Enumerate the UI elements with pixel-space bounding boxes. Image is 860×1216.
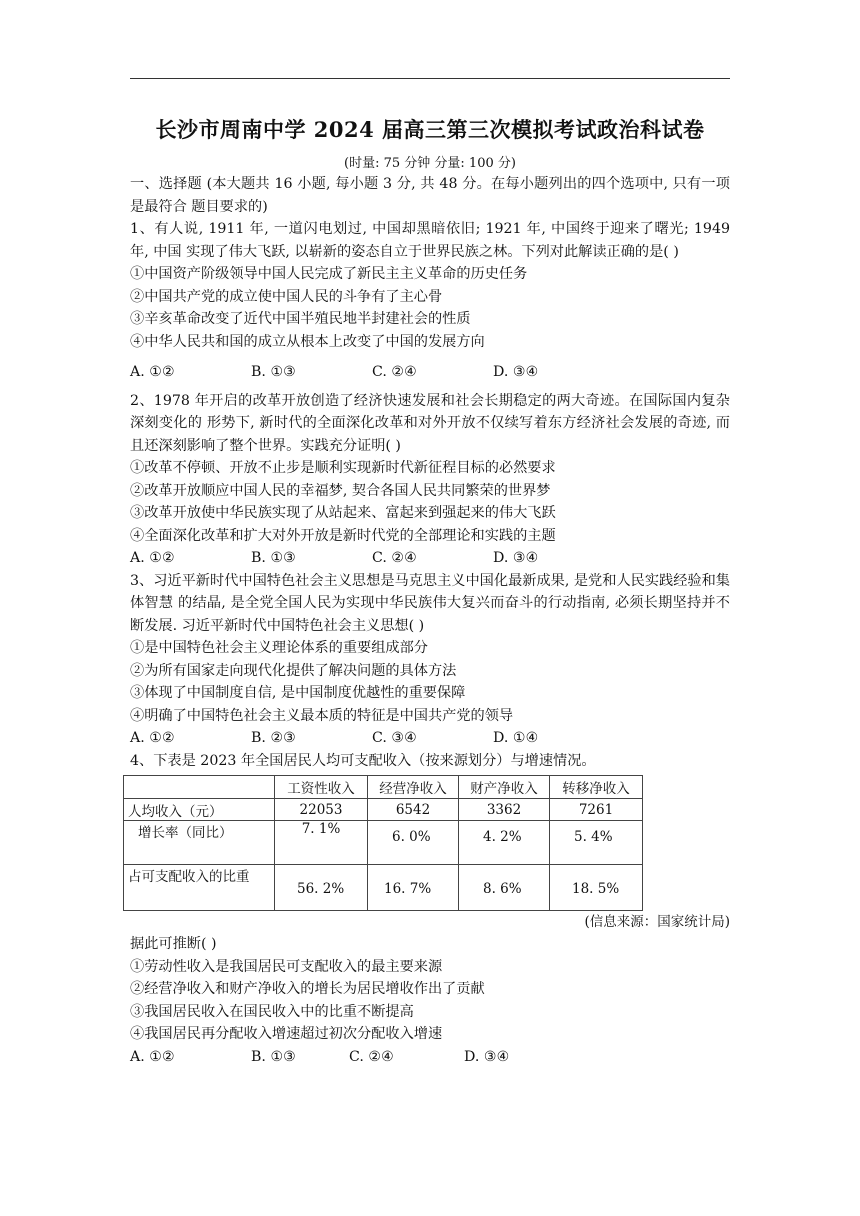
question-1 <box>130 218 730 384</box>
question-4-item-3: ③我国居民收入在国民收入中的比重不断提高 <box>130 1003 414 1020</box>
choice-b[interactable]: B. ①③ <box>251 550 296 566</box>
choice-d[interactable]: D. ①④ <box>493 730 539 746</box>
table-header-row <box>124 776 643 799</box>
question-1-stem: 1、有人说, 1911 年, 一道闪电划过, 中国却黑暗依旧; 1921 年, 中国终于迎来了曙光; 1949 年, 中国 实现了伟大飞跃, 以崭新的姿态自立于世界民族之林。下列对此解读正确的是( ) <box>130 221 730 260</box>
question-3 <box>130 570 730 750</box>
question-2-item-3: ③改革开放使中华民族实现了从站起来、富起来到强起来的伟大飞跃 <box>130 505 556 521</box>
exam-title: 长沙市周南中学 2024 届高三第三次模拟考试政治科试卷 <box>155 117 705 142</box>
table-cell: 6542 <box>368 799 459 821</box>
table-cell: 7261 <box>550 799 643 821</box>
income-table <box>123 775 643 911</box>
question-4-item-4: ④我国居民再分配收入增速超过初次分配收入增速 <box>130 1026 443 1042</box>
table-cell: 22053 <box>275 799 368 821</box>
question-4-item-2: ②经营净收入和财产净收入的增长为居民增收作出了贡献 <box>130 981 485 997</box>
choice-b[interactable]: B. ①③ <box>251 364 296 380</box>
choice-c[interactable]: C. ②④ <box>372 364 417 380</box>
table-cell: 7. 1% <box>275 821 368 865</box>
table-cell: 5. 4% <box>550 821 643 865</box>
choice-a[interactable]: A. ①② <box>130 364 175 380</box>
question-1-choices <box>130 361 730 384</box>
question-3-item-3: ③体现了中国制度自信, 是中国制度优越性的重要保障 <box>130 685 466 701</box>
table-header-cell: 财产净收入 <box>459 776 550 799</box>
choice-d[interactable]: D. ③④ <box>493 364 539 380</box>
table-cell: 4. 2% <box>459 821 550 865</box>
section-instructions: 一、选择题 (本大题共 16 小题, 每小题 3 分, 共 48 分。在每小题列出的四个选项中, 只有一项是最符合 题目要求的) <box>130 176 730 215</box>
question-1-item-4: ④中华人民共和国的成立从根本上改变了中国的发展方向 <box>130 333 485 350</box>
choice-a[interactable]: A. ①② <box>130 1048 175 1065</box>
table-cell: 3362 <box>459 799 550 821</box>
table-row <box>124 865 643 911</box>
table-header-cell: 转移净收入 <box>550 776 643 799</box>
question-3-item-1: ①是中国特色社会主义理论体系的重要组成部分 <box>130 640 428 656</box>
table-source: (信息来源：国家统计局) <box>584 914 730 930</box>
choice-a[interactable]: A. ①② <box>130 550 175 566</box>
table-cell: 18. 5% <box>550 865 643 911</box>
question-4-lead: 据此可推断( ) <box>130 936 217 952</box>
question-2-item-2: ②改革开放顺应中国人民的幸福梦, 契合各国人民共同繁荣的世界梦 <box>130 482 551 499</box>
choice-a[interactable]: A. ①② <box>130 730 175 746</box>
choice-d[interactable]: D. ③④ <box>493 550 539 566</box>
table-header-cell: 经营净收入 <box>368 776 459 799</box>
question-2-item-4: ④全面深化改革和扩大对外开放是新时代党的全部理论和实践的主题 <box>130 527 556 544</box>
question-1-item-2: ②中国共产党的成立使中国人民的斗争有了主心骨 <box>130 288 443 305</box>
exam-body <box>130 173 730 1068</box>
table-cell: 8. 6% <box>459 865 550 911</box>
question-2-stem: 2、1978 年开启的改革开放创造了经济快速发展和社会长期稳定的两大奇迹。在国际国内复杂深刻变化的 形势下, 新时代的全面深化改革和对外开放不仅续写着东方经济社会发展的奇迹, 而且还深刻影响了整个世界。实践充分证明( ) <box>130 392 730 454</box>
question-4-choices <box>130 1046 730 1069</box>
choice-c[interactable]: C. ②④ <box>349 1048 394 1065</box>
question-3-item-4: ④明确了中国特色社会主义最本质的特征是中国共产党的领导 <box>130 707 514 724</box>
question-4-item-1: ①劳动性收入是我国居民可支配收入的最主要来源 <box>130 958 443 975</box>
question-2-choices <box>130 547 730 570</box>
question-3-stem: 3、习近平新时代中国特色社会主义思想是马克思主义中国化最新成果, 是党和人民实践经验和集体智慧 的结晶, 是全党全国人民为实现中华民族伟大复兴而奋斗的行动指南, 必须长期坚持并不断发展. 习近平新时代中国特色社会主义思想( ) <box>130 572 730 634</box>
exam-subtitle: (时量: 75 分钟 分量: 100 分) <box>344 156 516 171</box>
table-header-cell: 工资性收入 <box>275 776 368 799</box>
table-cell: 56. 2% <box>275 865 368 911</box>
question-4-stem: 4、下表是 2023 年全国居民人均可支配收入（按来源划分）与增速情况。 <box>130 752 596 769</box>
row-label: 人均收入（元） <box>124 799 275 821</box>
table-cell: 16. 7% <box>368 865 459 911</box>
question-2 <box>130 390 730 570</box>
question-1-item-1: ①中国资产阶级领导中国人民完成了新民主主义革命的历史任务 <box>130 266 528 282</box>
choice-c[interactable]: C. ③④ <box>372 730 417 746</box>
choice-b[interactable]: B. ①③ <box>251 1048 296 1065</box>
question-4 <box>130 750 730 1069</box>
choice-b[interactable]: B. ②③ <box>251 730 296 746</box>
header-rule <box>130 78 730 79</box>
choice-d[interactable]: D. ③④ <box>464 1048 510 1065</box>
row-label: 占可支配收入的比重 <box>124 865 275 911</box>
table-row <box>124 821 643 865</box>
question-2-item-1: ①改革不停顿、开放不止步是顺利实现新时代新征程目标的必然要求 <box>130 460 556 476</box>
table-header-cell <box>124 776 275 799</box>
question-3-choices <box>130 727 730 750</box>
choice-c[interactable]: C. ②④ <box>372 550 417 566</box>
row-label: 增长率（同比） <box>124 821 275 865</box>
table-row <box>124 799 643 821</box>
question-1-item-3: ③辛亥革命改变了近代中国半殖民地半封建社会的性质 <box>130 311 471 327</box>
table-cell: 6. 0% <box>368 821 459 865</box>
question-3-item-2: ②为所有国家走向现代化提供了解决问题的具体方法 <box>130 662 457 679</box>
